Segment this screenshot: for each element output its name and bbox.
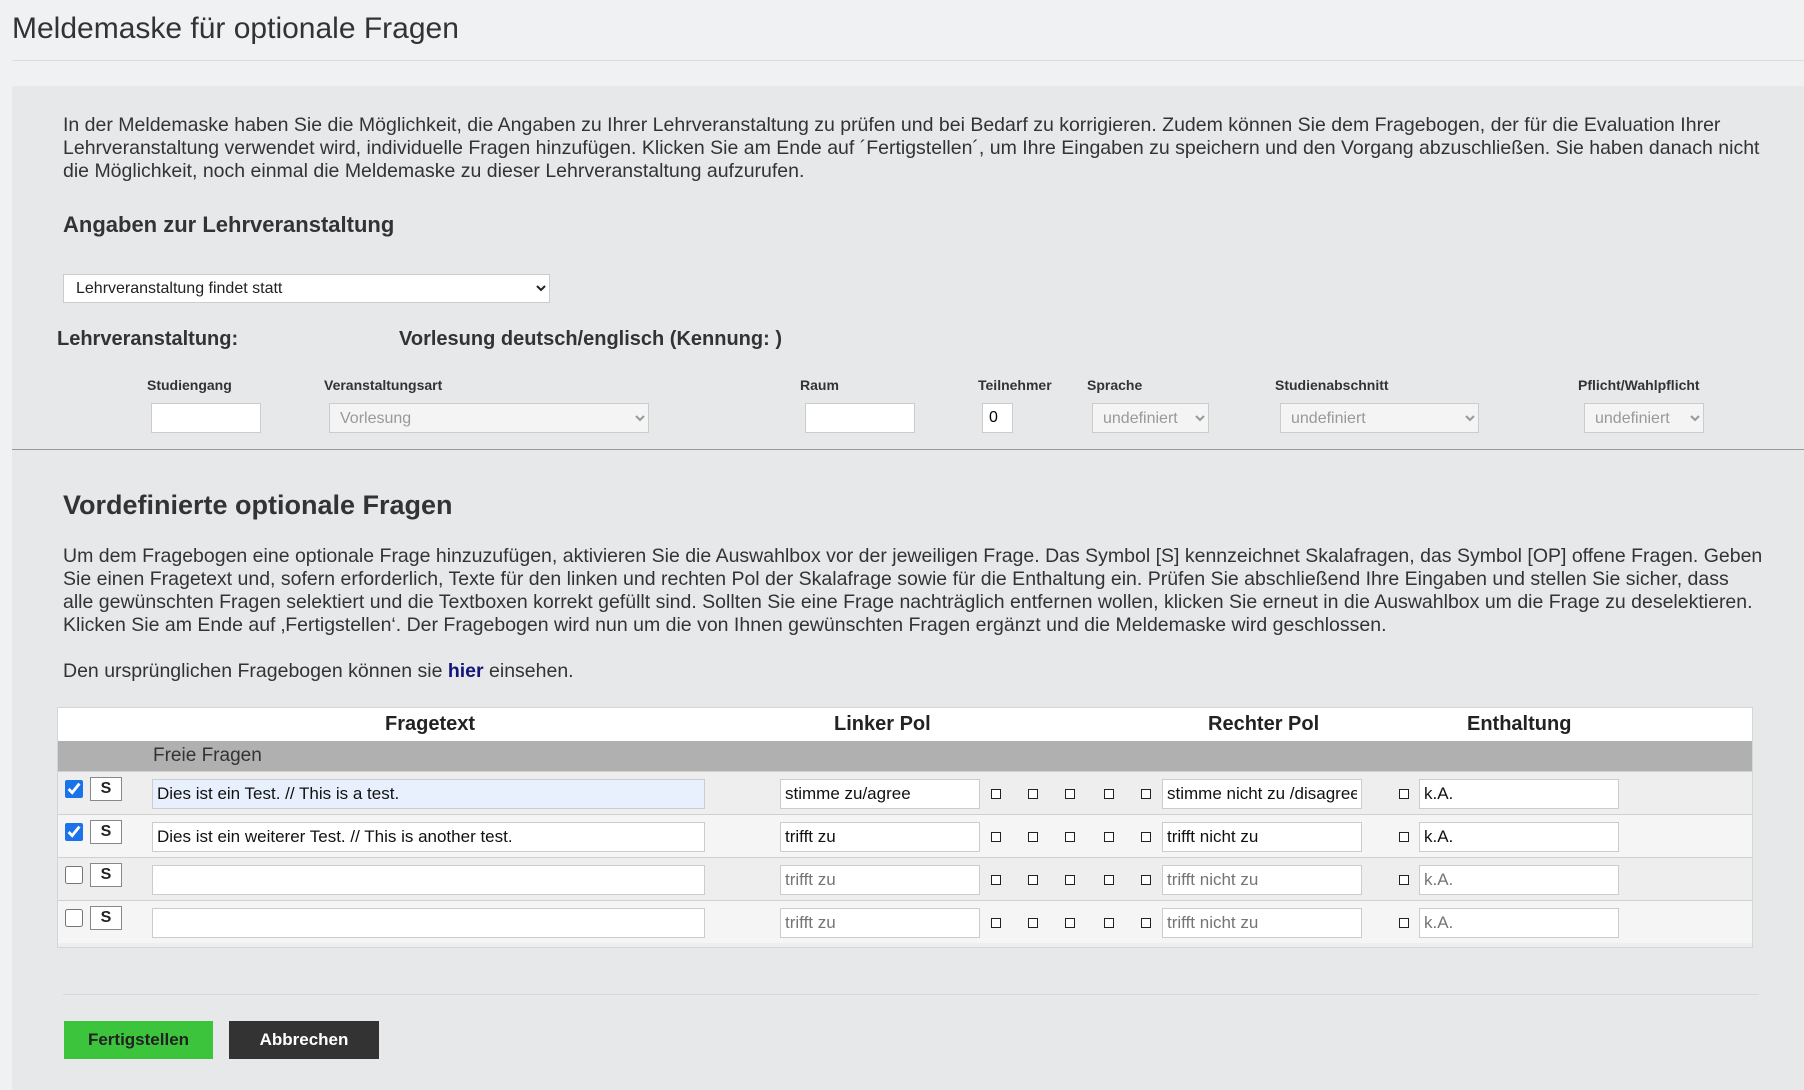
row-4-scale-badge: S (90, 906, 122, 930)
row-3-scale-box-5 (1141, 875, 1151, 885)
studiengang-label: Studiengang (147, 377, 232, 393)
original-questionnaire-line (63, 660, 574, 683)
title-divider (12, 60, 1804, 61)
course-name: Vorlesung deutsch/englisch (Kennung: ) (399, 328, 782, 350)
course-section-heading: Angaben zur Lehrveranstaltung (63, 212, 395, 237)
row-4-scale-box-2 (1028, 918, 1038, 928)
row-3-select-checkbox[interactable] (65, 866, 83, 884)
row-2-left-pole-input[interactable] (780, 822, 980, 852)
raum-label: Raum (800, 377, 839, 393)
finish-button[interactable]: Fertigstellen (64, 1021, 213, 1059)
row-4-abstain-box (1399, 918, 1409, 928)
sprache-select[interactable] (1092, 403, 1209, 433)
row-3-scale-box-3 (1065, 875, 1075, 885)
row-1-abstain-input[interactable] (1419, 779, 1619, 809)
course-status-select[interactable] (63, 274, 550, 303)
row-1-scale-box-2 (1028, 789, 1038, 799)
row-3-abstain-input[interactable] (1419, 865, 1619, 895)
header-rechter-pol: Rechter Pol (1208, 713, 1320, 735)
row-1-question-input[interactable] (152, 779, 705, 809)
group-label: Freie Fragen (153, 745, 262, 766)
row-2-scale-box-5 (1141, 832, 1151, 842)
row-1-left-pole-input[interactable] (780, 779, 980, 809)
footer-divider (63, 994, 1759, 995)
table-header (58, 708, 1752, 741)
row-4-abstain-input[interactable] (1419, 908, 1619, 938)
cancel-button[interactable]: Abbrechen (229, 1021, 379, 1059)
course-label: Lehrveranstaltung: (57, 328, 239, 350)
studienabschnitt-select[interactable] (1280, 403, 1479, 433)
row-1-scale-box-1 (991, 789, 1001, 799)
section-divider (12, 449, 1804, 450)
row-2-question-input[interactable] (152, 822, 705, 852)
row-1-select-checkbox[interactable] (65, 780, 83, 798)
row-2-scale-box-1 (991, 832, 1001, 842)
row-2-scale-badge: S (90, 820, 122, 844)
row-3-abstain-box (1399, 875, 1409, 885)
row-4-left-pole-input[interactable] (780, 908, 980, 938)
veranstaltungsart-label: Veranstaltungsart (324, 377, 443, 393)
row-4-question-input[interactable] (152, 908, 705, 938)
row-3-left-pole-input[interactable] (780, 865, 980, 895)
row-4-scale-box-3 (1065, 918, 1075, 928)
header-enthaltung: Enthaltung (1467, 713, 1572, 735)
sprache-label: Sprache (1087, 377, 1143, 393)
row-2-abstain-box (1399, 832, 1409, 842)
row-3-scale-box-2 (1028, 875, 1038, 885)
questions-section-heading: Vordefinierte optionale Fragen (63, 490, 453, 520)
row-4-scale-box-1 (991, 918, 1001, 928)
table-row (58, 771, 1752, 814)
row-2-abstain-input[interactable] (1419, 822, 1619, 852)
row-2-scale-box-4 (1104, 832, 1114, 842)
page-title: Meldemaske für optionale Fragen (12, 12, 459, 45)
row-1-scale-box-3 (1065, 789, 1075, 799)
row-2-scale-box-3 (1065, 832, 1075, 842)
original-prefix: Den ursprünglichen Fragebogen können sie (63, 660, 448, 682)
pflicht-label: Pflicht/Wahlpflicht (1578, 377, 1700, 393)
questions-table (57, 707, 1753, 948)
row-3-right-pole-input[interactable] (1162, 865, 1362, 895)
veranstaltungsart-select[interactable] (329, 403, 649, 433)
row-3-scale-box-4 (1104, 875, 1114, 885)
row-2-scale-box-2 (1028, 832, 1038, 842)
studiengang-input[interactable] (151, 403, 261, 433)
original-suffix: einsehen. (483, 660, 574, 682)
pflicht-select[interactable] (1584, 403, 1704, 433)
row-4-scale-box-5 (1141, 918, 1151, 928)
row-1-scale-box-4 (1104, 789, 1114, 799)
raum-input[interactable] (805, 403, 915, 433)
row-3-question-input[interactable] (152, 865, 705, 895)
table-row (58, 900, 1752, 943)
original-questionnaire-link[interactable]: hier (447, 660, 484, 682)
row-2-right-pole-input[interactable] (1162, 822, 1362, 852)
row-1-scale-box-5 (1141, 789, 1151, 799)
row-3-scale-badge: S (90, 863, 122, 887)
studienabschnitt-label: Studienabschnitt (1275, 377, 1389, 393)
header-linker-pol: Linker Pol (834, 713, 931, 735)
row-4-select-checkbox[interactable] (65, 909, 83, 927)
table-row (58, 814, 1752, 857)
group-row (58, 741, 1752, 771)
teilnehmer-label: Teilnehmer (978, 377, 1052, 393)
intro-text: In der Meldemaske haben Sie die Möglichkeit, die Angaben zu Ihrer Lehrveranstaltung zu prüfen und bei Bedarf zu korrigieren. Zudem können Sie dem Fragebogen, der für die Evaluation Ihrer Lehrveranstaltung verwendet wird, individuelle Fragen hinzufügen. Klicken Sie am Ende auf ´Fertigstellen´, um Ihre Eingaben zu speichern und den Vorgang abzuschließen. Sie haben danach nicht die Möglichkeit, noch einmal die Meldemaske zu dieser Lehrveranstaltung aufzurufen. (63, 114, 1760, 182)
header-fragetext: Fragetext (385, 713, 476, 735)
row-2-select-checkbox[interactable] (65, 823, 83, 841)
row-1-right-pole-input[interactable] (1162, 779, 1362, 809)
table-row (58, 857, 1752, 900)
row-4-scale-box-4 (1104, 918, 1114, 928)
row-1-scale-badge: S (90, 777, 122, 801)
teilnehmer-input[interactable] (982, 403, 1013, 433)
row-3-scale-box-1 (991, 875, 1001, 885)
row-4-right-pole-input[interactable] (1162, 908, 1362, 938)
questions-description: Um dem Fragebogen eine optionale Frage hinzuzufügen, aktivieren Sie die Auswahlbox vor der jeweiligen Frage. Das Symbol [S] kennzeichnet Skalafragen, das Symbol [OP] offene Fragen. Geben Sie einen Fragetext und, sofern erforderlich, Texte für den linken und rechten Pol der Skalafrage sowie für die Enthaltung ein. Prüfen Sie abschließend Ihre Eingaben und stellen Sie sicher, dass alle gewünschten Fragen selektiert und die Textboxen korrekt gefüllt sind. Sollten Sie eine Frage nachträglich entfernen wollen, klicken Sie erneut in die Auswahlbox um die Frage zu deselektieren. Klicken Sie am Ende auf ‚Fertigstellen‘. Der Fragebogen wird nun um die von Ihnen gewünschten Fragen ergänzt und die Meldemaske wird geschlossen. (63, 545, 1763, 636)
row-1-abstain-box (1399, 789, 1409, 799)
